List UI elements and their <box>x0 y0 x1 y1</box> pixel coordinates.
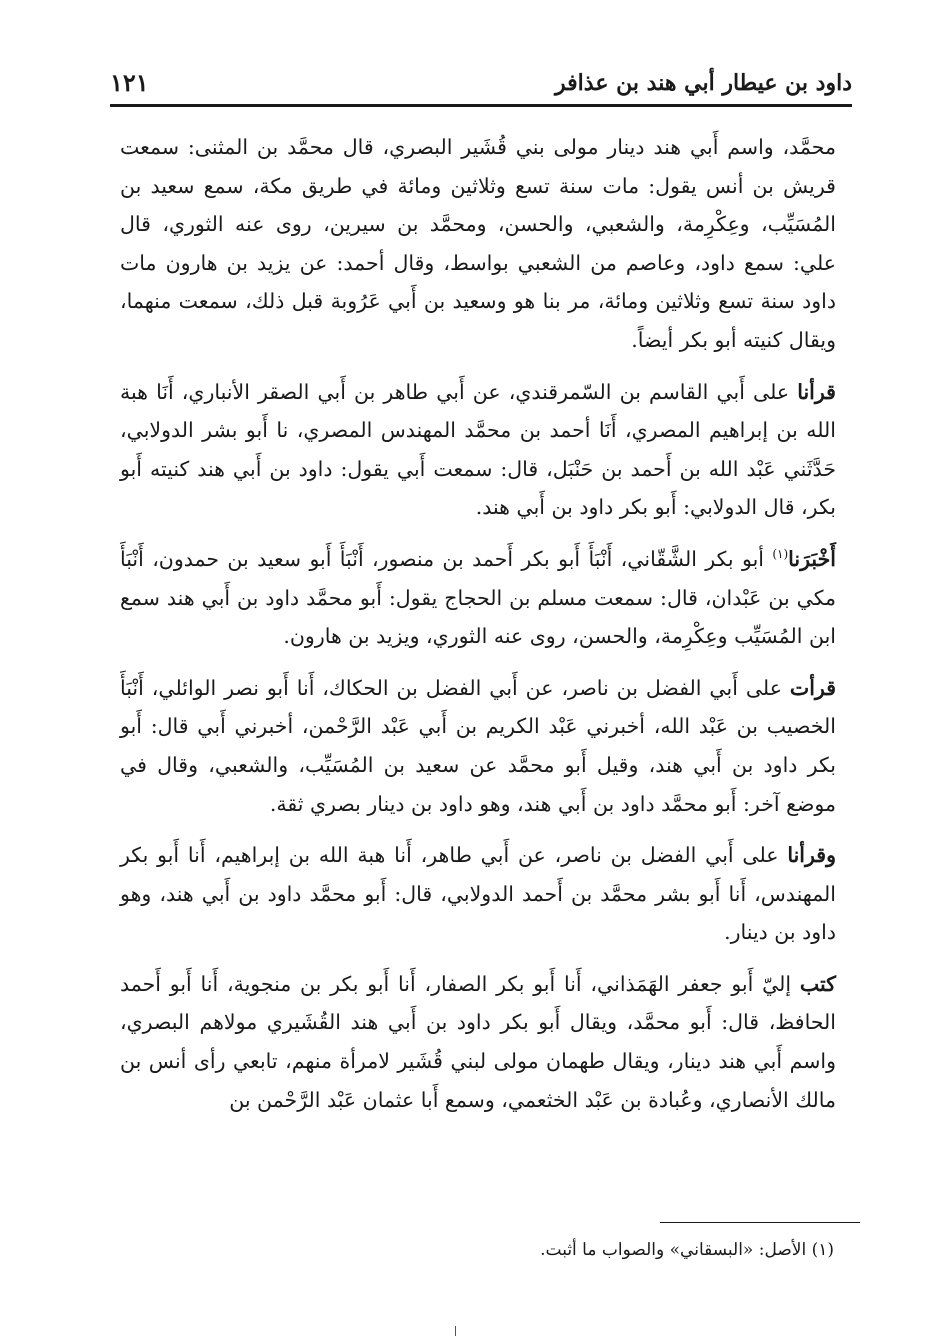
paragraph-2 <box>120 373 836 527</box>
paragraph-lead-word: وقرأنا <box>787 843 836 868</box>
paragraph-5 <box>120 836 836 952</box>
running-title: داود بن عيطار أبي هند بن عذافر <box>555 70 852 96</box>
paragraph-6 <box>120 965 836 1119</box>
header-rule <box>110 104 852 107</box>
paragraph-text: أبو بكر الشَّقّاني، أَنْبَأَ أَبو بكر أَحمد بن منصور، أَنْبَأَ أَبو سعيد بن حمدون، أَنْبَأَ مكي بن عَبْدان، قال: سمعت مسلم بن الحجاج يقول: أَبو محمَّد داود بن أَبي هند سمع ابن المُسَيِّب وعِكْرِمة، والحسن، روى عنه الثوري، ويزيد بن هارون. <box>120 546 836 649</box>
paragraph-lead-word: كتب <box>799 971 836 996</box>
paragraph-1 <box>120 128 836 360</box>
paragraph-lead-word: قرأنا <box>797 379 836 404</box>
paragraph-3 <box>120 540 836 656</box>
paragraph-text: إليّ أَبو جعفر الهَمَذاني، أَنا أَبو بكر الصفار، أَنا أَبو بكر بن منجوية، أَنا أَبو أَحمد الحافظ، قال: أَبو محمَّد، ويقال أَبو بكر داود بن أَبي هند القُشَيري مولاهم البصري، واسم أَبي هند دينار، ويقال طهمان مولى لبني قُشَير لامرأة منهم، تابعي رأى أنس بن مالك الأنصاري، وعُبادة بن عَبْد الخثعمي، وسمع أَبا عثمان عَبْد الرَّحْمن بن <box>120 971 836 1112</box>
footnote-separator <box>660 1222 860 1223</box>
paragraph-text: على أَبي الفضل بن ناصر، عن أَبي الفضل بن الحكاك، أَنا أَبو نصر الوائلي، أَنْبَأَ الخصيب بن عَبْد الله، أخبرني عَبْد الكريم بن أَبي عَبْد الرَّحْمن، أخبرني أَبي قال: أَبو بكر داود بن أَبي هند، وقيل أَبو محمَّد عن سعيد بن المُسَيِّب، والشعبي، وقال في موضع آخر: أَبو محمَّد داود بن أَبي هند، وهو داود بن دينار بصري ثقة. <box>120 675 836 816</box>
paragraph-lead-word: أَخْبَرَنا <box>788 546 836 571</box>
footnote: (١) الأصل: «البسقاني» والصواب ما أثبت. <box>540 1240 834 1260</box>
page-header <box>110 62 852 102</box>
footnote-marker: (١) <box>772 547 789 562</box>
paragraph-text: على أَبي القاسم بن السّمرقندي، عن أَبي طاهر بن أَبي الصقر الأنباري، أَنَا هبة الله بن إبراهيم المصري، أَنَا أحمد بن محمَّد المهندس المصري، نا أَبو بشر الدولابي، حَدَّثَني عَبْد الله بن أَحمد بن حَنْبَل، قال: سمعت أَبي يقول: داود بن أَبي هند كنيته أَبو بكر، قال الدولابي: أَبو بكر داود بن أَبي هند. <box>120 379 836 520</box>
paragraph-lead-word: قرأت <box>789 675 836 700</box>
paragraph-4 <box>120 669 836 823</box>
page-bottom-mark <box>455 1326 456 1336</box>
main-text <box>120 128 836 1132</box>
paragraph-text: على أَبي الفضل بن ناصر، عن أَبي طاهر، أَنا هبة الله بن إبراهيم، أَنا أَبو بكر المهندس، أَنا أَبو بشر محمَّد بن أَحمد الدولابي، قال: أَبو محمَّد داود بن أَبي هند، وهو داود بن دينار. <box>120 843 836 945</box>
page-number: ١٢١ <box>110 68 149 97</box>
paragraph-text: محمَّد، واسم أَبي هند دينار مولى بني قُشَير البصري، قال محمَّد بن المثنى: سمعت قريش بن أنس يقول: مات سنة تسع وثلاثين ومائة في طريق مكة، سمع سعيد بن المُسَيِّب، وعِكْرِمة، والشعبي، والحسن، ومحمَّد بن سيرين، روى عنه الثوري، قال علي: سمع داود، وعاصم من الشعبي بواسط، وقال أحمد: عن يزيد بن هارون مات داود سنة تسع وثلاثين ومائة، مر بنا هو وسعيد بن أَبي عَرُوبة قبل ذلك، سمعت منهما، ويقال كنيته أبو بكر أيضاً. <box>120 135 836 352</box>
